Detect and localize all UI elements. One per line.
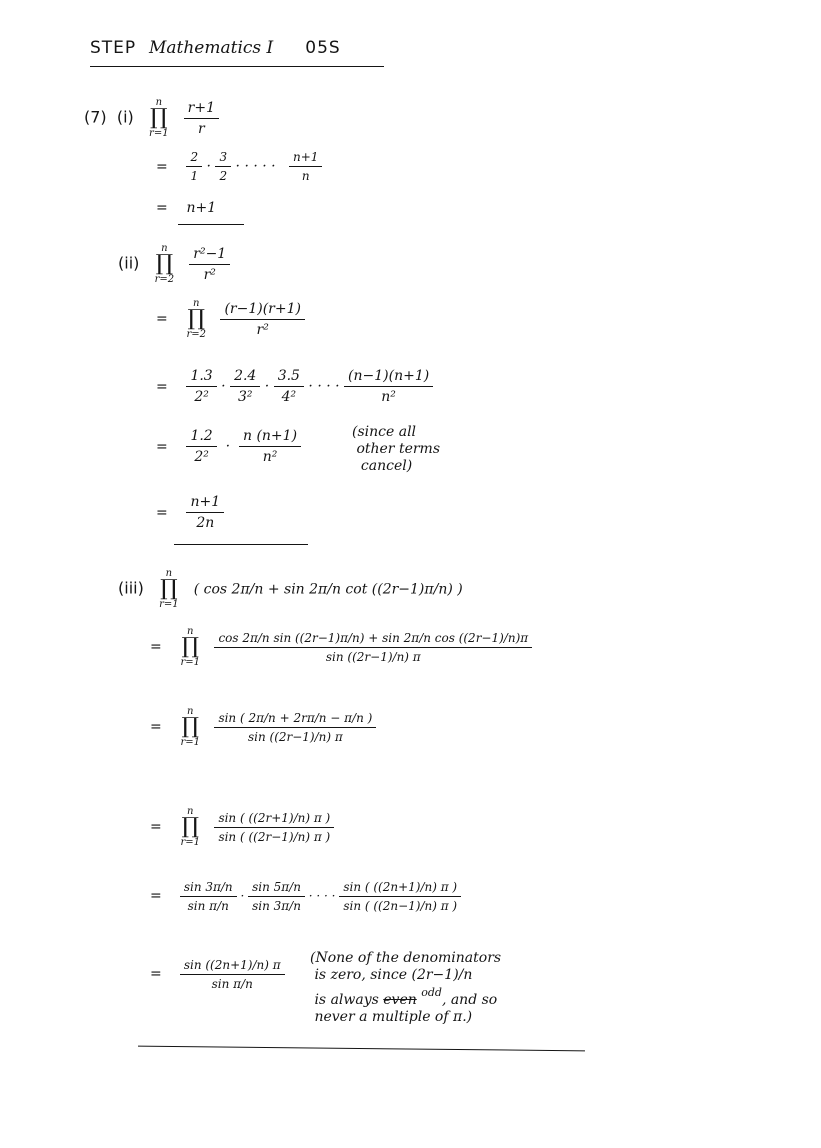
part-iii-line2: = n ∏ r=1 $\frac{\sin ( 2\pi/n + 2r\pi/n - \pi/n )}{\sin ((2r-1)/n) \pi}$ bbox=[150, 706, 376, 748]
header-subject: Mathematics I bbox=[148, 38, 274, 58]
product-symbol: n ∏ r=2 bbox=[154, 243, 175, 285]
part-i-line1: = $\frac{2}{1}$ · $\frac{3}{2}$ · · · · · $\frac{n+1}{n}$ bbox=[156, 150, 322, 183]
header-underline bbox=[90, 66, 384, 67]
part-ii-label: (ii) bbox=[118, 253, 140, 273]
header-step: STEP bbox=[90, 38, 137, 58]
part-ii-result: = $\frac{n+1}{2n}$ bbox=[156, 494, 224, 531]
part-ii-result-underline bbox=[174, 544, 308, 545]
part-iii-heading bbox=[118, 568, 463, 610]
part-i-heading bbox=[84, 97, 219, 139]
part-ii-cancel-note: (since all other terms cancel) bbox=[352, 424, 441, 474]
part-ii-line3: = $\frac{1.2}{\text{2²}}$ · $\frac{n (n+1)}{\text{n²}}$ bbox=[156, 428, 301, 465]
part-ii-line2: = $\frac{1.3}{\text{2²}}$ · $\frac{2.4}{\text{3²}}$ · $\frac{3.5}{\text{4²}}$ · · · · $\frac{(n-1)(n+1)}{\text{n²}}$ bbox=[156, 368, 433, 405]
product-symbol: n ∏ r=1 bbox=[159, 568, 179, 610]
part-iii-expression: ( cos 2π/n + sin 2π/n cot ((2r−1)π/n) ) bbox=[193, 581, 463, 598]
part-iii-label: (iii) bbox=[118, 578, 144, 598]
part-ii-heading: (ii) n ∏ r=2 $\frac{\text{r²−1}}{\text{r²}}$ bbox=[118, 243, 230, 285]
question-number: (7) bbox=[84, 107, 107, 127]
part-i-fraction: $\frac{r+1}{r}$ bbox=[184, 100, 219, 137]
part-i-label: (i) bbox=[116, 107, 134, 127]
header-paper-code: 05S bbox=[305, 38, 341, 58]
page-header bbox=[90, 38, 341, 58]
part-iii-result: = $\frac{\sin ((2n+1)/n) \pi}{\text{sin π/n}}$ bbox=[150, 958, 285, 991]
struck-word: even bbox=[383, 992, 417, 1008]
product-symbol: n ∏ r=2 bbox=[186, 298, 206, 340]
part-i-result-underline bbox=[178, 224, 244, 225]
product-symbol: n ∏ r=1 bbox=[149, 97, 169, 139]
part-iii-denominator-note: (None of the denominators is zero, since (2r−1)/n is always even $^{odd}$, and so never a multiple of π.) bbox=[310, 950, 502, 1025]
part-iii-line4: = $\frac{\sin 3\pi/n}{\text{sin π/n}}$ · $\frac{\sin 5\pi/n}{\sin 3\pi/n}$ · · · · $\frac{\sin ( ((2n+1)/n) \pi )}{\sin ( ((2n-1)/n) \pi )}$ bbox=[150, 880, 461, 913]
correction-word: odd bbox=[421, 986, 442, 999]
part-iii-line1: = n ∏ r=1 $\frac{\text{cos 2π/n sin ((2r−1)π/n) + sin 2π/n cos ((2r−1)/n)π}}{\sin ((2r-1)/n) \pi}$ bbox=[150, 626, 532, 668]
final-underline bbox=[138, 1046, 585, 1052]
part-ii-line1: = n ∏ r=2 $\frac{(r-1)(r+1)}{\text{r²}}$ bbox=[156, 298, 305, 340]
part-i-result: = n+1 bbox=[156, 200, 217, 216]
part-iii-line3: = n ∏ r=1 $\frac{\sin ( ((2r+1)/n) \pi )}{\sin ( ((2r-1)/n) \pi )}$ bbox=[150, 806, 334, 848]
part-i-result-value: n+1 bbox=[186, 200, 217, 216]
